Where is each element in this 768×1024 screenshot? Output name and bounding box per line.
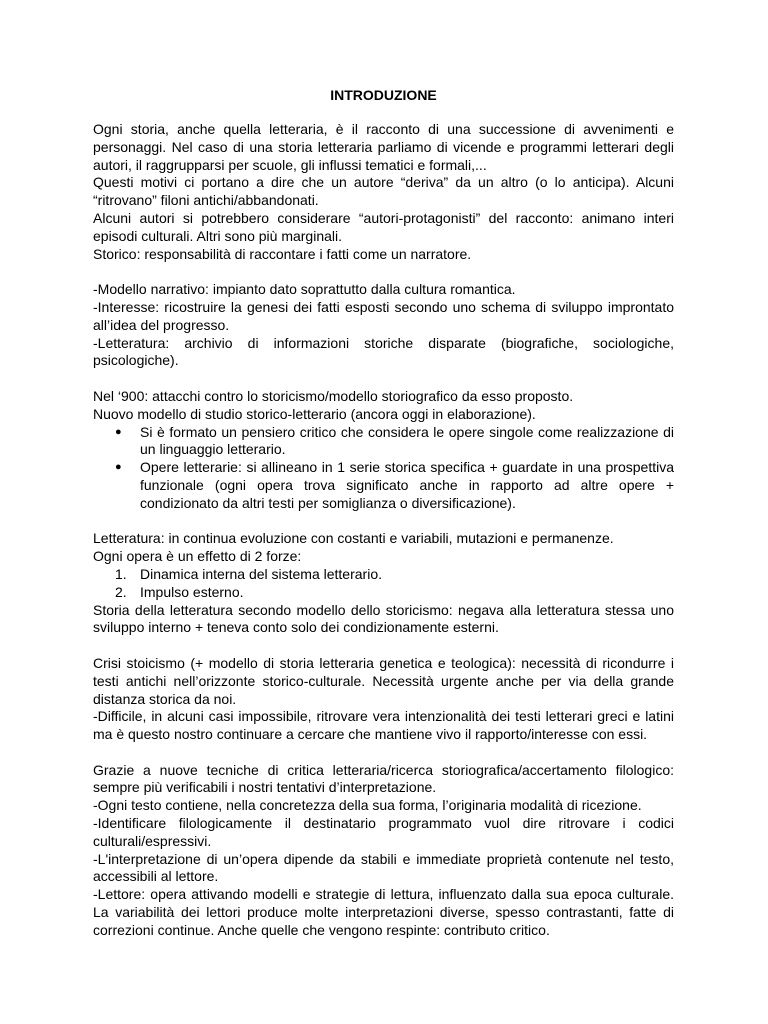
item-text: Impulso esterno. xyxy=(140,583,244,600)
paragraph: -Interesse: ricostruire la genesi dei fatti esposti secondo uno schema di sviluppo improntato all’idea del progresso. xyxy=(93,298,674,333)
paragraph: Questi motivi ci portano a dire che un autore “deriva” da un altro (o lo anticipa). Alcuni “ritrovano” filoni antichi/abbandonati. xyxy=(93,174,674,209)
page-title: INTRODUZIONE xyxy=(330,87,437,103)
bullet-text: Opere letterarie: si allineano in 1 serie storica specifica + guardate in una prospettiva funzionale (ogni opera trova significato anche in rapporto ad altre opere + condizionato da altri testi per somiglianza o diversificazione). xyxy=(140,459,674,511)
numbered-item xyxy=(115,584,674,602)
numbered-item xyxy=(115,566,674,584)
paragraph: Ogni opera è un effetto di 2 forze: xyxy=(93,548,302,565)
paragraph: Alcuni autori si potrebbero considerare “autori-protagonisti” del racconto: animano interi episodi culturali. Altri sono più marginali. xyxy=(93,209,674,244)
numbered-list xyxy=(93,566,674,602)
paragraph: Storico: responsabilità di raccontare i fatti come un narratore. xyxy=(93,245,472,262)
item-text: Dinamica interna del sistema letterario. xyxy=(140,565,382,582)
bullet-icon: ● xyxy=(115,425,122,438)
bullet-item xyxy=(115,424,674,460)
paragraph: Nel ‘900: attacchi contro lo storicismo/modello storiografico da esso proposto. xyxy=(93,387,574,404)
paragraph: Ogni storia, anche quella letteraria, è il racconto di una successione di avvenimenti e personaggi. Nel caso di una storia letteraria parliamo di vicende e programmi letterari degli autori, il raggrupparsi per scuole, gli influssi tematici e formali,... xyxy=(93,121,674,173)
section-intro xyxy=(93,121,674,263)
paragraph: Crisi stoicismo (+ modello di storia letteraria genetica e teologica): necessità di ricondurre i testi antichi nell’orizzonte storico-culturale. Necessità urgente anche per via della grande distanza storica da noi. xyxy=(93,654,674,707)
paragraph: Nuovo modello di studio storico-letterario (ancora oggi in elaborazione). xyxy=(93,405,536,422)
paragraph: -L'interpretazione di un’opera dipende da stabili e immediate proprietà contenute nel testo, accessibili al lettore. xyxy=(93,850,674,885)
paragraph: -Identificare filologicamente il destinatario programmato vuol dire ritrovare i codici culturali/espressivi. xyxy=(93,815,674,849)
bullet-item xyxy=(115,459,674,512)
item-number: 2. xyxy=(115,583,127,600)
bullet-list xyxy=(93,424,674,513)
section-nuove-tecniche xyxy=(93,762,674,940)
section-modello-narrativo xyxy=(93,281,674,370)
section-novecento xyxy=(93,388,674,513)
paragraph: -Modello narrativo: impianto dato soprattutto dalla cultura romantica. xyxy=(93,281,516,298)
paragraph: Storia della letteratura secondo modello dello storicismo: negava alla letteratura stessa uno sviluppo interno + teneva conto solo dei condizionamente esterni. xyxy=(93,601,674,636)
paragraph: Grazie a nuove tecniche di critica letteraria/ricerca storiografica/accertamento filologico: sempre più verificabili i nostri tentativi d’interpretazione. xyxy=(93,761,674,796)
bullet-text: Si è formato un pensiero critico che considera le opere singole come realizzazione di un linguaggio letterario. xyxy=(140,423,674,458)
item-number: 1. xyxy=(115,565,127,582)
paragraph: Letteratura: in continua evoluzione con costanti e variabili, mutazioni e permanenze. xyxy=(93,530,614,547)
paragraph: -Letteratura: archivio di informazioni storiche disparate (biografiche, sociologiche, psicologiche). xyxy=(93,334,674,369)
paragraph: -Difficile, in alcuni casi impossibile, ritrovare vera intenzionalità dei testi letterari greci e latini ma è questo nostro continuare a cercare che mantiene vivo il rapporto/interesse con essi. xyxy=(93,708,674,743)
section-crisi-storicismo xyxy=(93,655,674,744)
paragraph: -Lettore: opera attivando modelli e strategie di lettura, influenzato dalla sua epoca culturale. La variabilità dei lettori produce molte interpretazioni diverse, spesso contrastanti, fatte di correzioni continue. Anche quelle che vengono respinte: contributo critico. xyxy=(93,886,674,938)
paragraph: -Ogni testo contiene, nella concretezza della sua forma, l’originaria modalità di ricezione. xyxy=(93,797,642,814)
bullet-icon: ● xyxy=(115,461,122,474)
section-letteratura-evoluzione xyxy=(93,530,674,637)
